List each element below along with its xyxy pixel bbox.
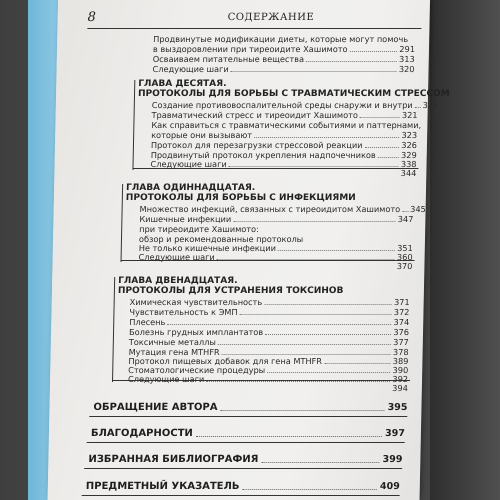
toc-section-author: ОБРАЩЕНИЕ АВТОРА 395: [93, 402, 408, 413]
leader-dots: [229, 166, 399, 167]
toc-entry: 394: [392, 383, 408, 393]
toc-entry: 370: [396, 261, 413, 271]
toc-entry: Как справиться с травматическими событиями и паттернами,: [151, 120, 422, 130]
leader-dots: [206, 381, 390, 382]
toc-entry: Создание противовоспалительной среды снаружи и внутри 321: [151, 100, 439, 110]
toc-entry: Следующие шаги 320: [152, 64, 415, 74]
leader-dots: [265, 334, 391, 335]
leader-dots: [222, 354, 391, 355]
page-header: [87, 10, 419, 30]
toc-entry: Продвинутые модификации диеты, которые могут помочь: [153, 34, 409, 44]
toc-entry: Химическая чувствительность 371: [129, 297, 410, 307]
page-shadow: [430, 0, 500, 500]
toc-entry: Не только кишечные инфекции 351: [138, 243, 413, 253]
toc-entry: Следующие шаги 360: [138, 252, 413, 262]
toc-content: [48, 0, 450, 500]
chapter-10-title: ПРОТОКОЛЫ ДЛЯ БОРЬБЫ С ТРАВМАТИЧЕСКИМ СТРЕССОМ: [137, 89, 450, 99]
chapter-12-title: ПРОТОКОЛЫ ДЛЯ УСТРАНЕНИЯ ТОКСИНОВ: [117, 286, 344, 296]
leader-dots: [365, 147, 400, 148]
header-rule: [87, 28, 421, 29]
chapter-11-title: ПРОТОКОЛЫ ДЛЯ БОРЬБЫ С ИНФЕКЦИЯМИ: [125, 193, 356, 203]
section-rule: [82, 495, 400, 496]
toc-entry: Кишечные инфекции 347: [139, 214, 414, 224]
toc-entry: Продвинутый протокол укрепления надпочечников 329: [150, 150, 417, 160]
leader-dots: [240, 314, 392, 315]
chapter-12-bracket: [112, 277, 115, 382]
chapter-11-bracket: [121, 184, 124, 262]
leader-dots: [220, 410, 384, 411]
leader-dots: [242, 489, 377, 490]
chapter-10-bracket: [132, 80, 135, 170]
leader-dots: [278, 250, 395, 251]
book-page: [48, 0, 450, 500]
page-title: СОДЕРЖАНИЕ: [227, 12, 315, 23]
section-rule: [87, 442, 405, 443]
leader-dots: [402, 211, 408, 212]
toc-entry: в выздоровлении при тиреоидите Хашимото 291: [152, 44, 416, 54]
chapter-12-number: ГЛАВА ДВЕНАДЦАТАЯ.: [118, 276, 238, 286]
toc-entry: Протокол пищевых добавок для гена MTHFR 389: [128, 356, 409, 366]
toc-section-thanks: БЛАГОДАРНОСТИ 397: [90, 428, 406, 439]
toc-section-index: ПРЕДМЕТНЫЙ УКАЗАТЕЛЬ 409: [85, 481, 400, 492]
leader-dots: [254, 137, 399, 138]
toc-section-bibliography: ИЗБРАННАЯ БИБЛИОГРАФИЯ 399: [88, 454, 403, 465]
toc-entry: 344: [400, 168, 417, 178]
toc-entry: Токсичные металлы 377: [128, 337, 409, 347]
toc-entry: обзор и рекомендованные протоколы: [138, 234, 304, 244]
leader-dots: [324, 363, 391, 364]
toc-entry: Осваиваем питательные вещества 313: [152, 54, 415, 64]
leader-dots: [261, 462, 379, 463]
toc-entry: Плесень 374: [129, 317, 410, 327]
leader-dots: [415, 107, 421, 108]
toc-entry: Следующие шаги 392: [127, 374, 409, 384]
leader-dots: [218, 344, 391, 345]
toc-entry: Протокол для перезагрузки стрессовой реакции 326: [150, 140, 418, 150]
toc-entry: которые они вызывают 323: [151, 130, 418, 140]
toc-entry: Стоматологические процедуры 390: [128, 365, 409, 375]
toc-entry: Множество инфекций, связанных с тиреоидитом Хашимото 345: [139, 204, 426, 214]
toc-entry: при тиреоидите Хашимото:: [139, 224, 259, 234]
leader-dots: [264, 304, 392, 305]
toc-entry: Следующие шаги 338: [150, 159, 417, 169]
leader-dots: [267, 372, 390, 373]
leader-dots: [349, 51, 397, 52]
toc-entry: Болезнь грудных имплантатов 376: [128, 327, 410, 337]
section-rule: [84, 468, 402, 469]
toc-entry: Травматический стресс и тиреоидит Хашимото 321: [151, 110, 418, 120]
section-rule: [89, 416, 407, 417]
leader-dots: [378, 157, 399, 158]
leader-dots: [167, 324, 391, 325]
leader-dots: [233, 221, 396, 222]
chapter-10-number: ГЛАВА ДЕСЯТАЯ.: [138, 79, 227, 89]
toc-entry: Мутация гена MTHFR 378: [128, 347, 409, 357]
leader-dots: [217, 259, 395, 260]
leader-dots: [360, 117, 400, 118]
leader-dots: [306, 61, 397, 62]
toc-entry: Чувствительность к ЭМП 372: [129, 307, 410, 317]
leader-dots: [196, 436, 382, 437]
leader-dots: [231, 71, 397, 72]
chapter-11-number: ГЛАВА ОДИННАДЦАТАЯ.: [125, 183, 256, 193]
page-number: 8: [87, 10, 97, 25]
